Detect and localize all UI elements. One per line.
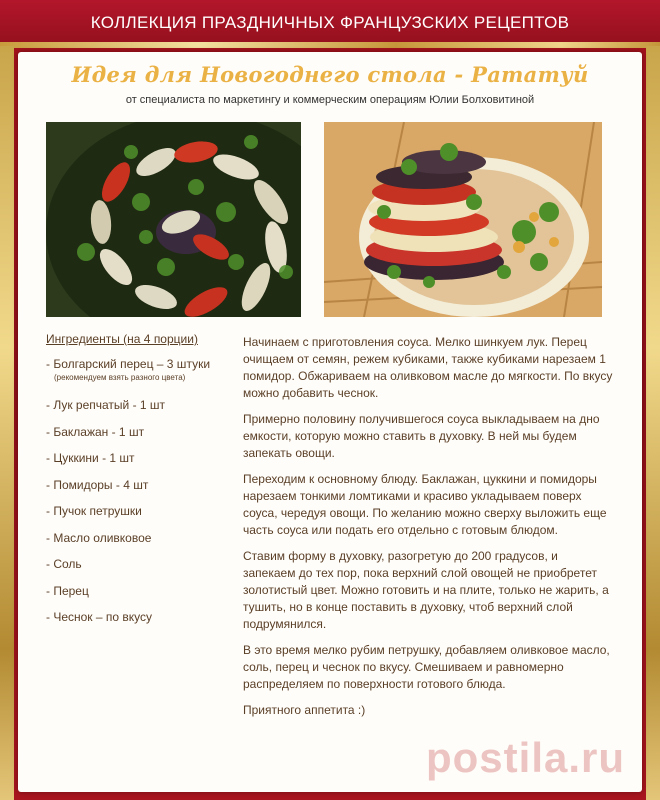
ingredient-item: - Лук репчатый - 1 шт xyxy=(46,398,166,412)
recipe-steps xyxy=(243,334,613,728)
ingredient-item: - Болгарский перец – 3 штуки xyxy=(46,357,211,371)
ingredients-list xyxy=(46,332,236,624)
postila-watermark: postila.ru xyxy=(426,734,626,781)
ingredient-item: - Баклажан - 1 шт xyxy=(46,425,145,439)
recipe-step: Начинаем с приготовления соуса. Мелко шинкуем лук. Перец очищаем от семян, режем кубиками, также кубиками нарезаем 1 помидор. Обжариваем на оливковом масле до мягкости. По вкусу можно добавить чеснок. xyxy=(243,335,613,400)
collection-banner xyxy=(0,0,660,46)
gold-trim-top xyxy=(0,42,660,48)
recipe-step: В это время мелко рубим петрушку, добавляем оливковое масло, соль, перец и чеснок по вкусу. Смешиваем и равномерно распределяем по поверхности готового блюда. xyxy=(243,643,610,691)
ingredient-note: (рекомендуем взять разного цвета) xyxy=(54,373,186,382)
ingredient-item: - Чеснок – по вкусу xyxy=(46,610,153,624)
ingredient-item: - Масло оливковое xyxy=(46,531,152,545)
ingredient-item: - Цуккини - 1 шт xyxy=(46,451,135,465)
recipe-title: Идея для Новогоднего стола - Рататуй xyxy=(71,62,589,87)
ingredient-item: - Соль xyxy=(46,557,82,571)
recipe-card xyxy=(18,52,642,792)
recipe-step: Переходим к основному блюду. Баклажан, цуккини и помидоры нарезаем тонкими ломтиками и красиво укладываем поверх соуса, чередуя овощи. По желанию можно сверху выложить еще часть соуса или подать его отдельно с готовым блюдом. xyxy=(243,472,607,537)
banner-text: КОЛЛЕКЦИЯ ПРАЗДНИЧНЫХ ФРАНЦУЗСКИХ РЕЦЕПТОВ xyxy=(90,13,570,32)
ingredient-item: - Пучок петрушки xyxy=(46,504,142,518)
recipe-step: Ставим форму в духовку, разогретую до 200 градусов, и запекаем до тех пор, пока верхний слой овощей не приобретет золотистый цвет. Можно готовить и на плите, только не жарить, а тушить, но в конце поставить в духовку, чтоб верхний слой подрумянился. xyxy=(243,549,609,631)
ingredient-item: - Помидоры - 4 шт xyxy=(46,478,149,492)
ingredients-heading: Ингредиенты (на 4 порции) xyxy=(46,332,198,346)
gold-trim-right xyxy=(646,46,660,800)
photo-raw-ratatouille xyxy=(46,122,301,317)
photo-baked-ratatouille xyxy=(324,122,602,317)
ingredient-item: - Перец xyxy=(46,584,89,598)
gold-trim-left xyxy=(0,46,14,800)
recipe-step: Примерно половину получившегося соуса выкладываем на дно емкости, которую можно ставить в духовку. В ней мы будем запекать овощи. xyxy=(243,412,600,460)
recipe-author: от специалиста по маркетингу и коммерческим операциям Юлии Болховитиной xyxy=(125,94,535,106)
recipe-step: Приятного аппетита :) xyxy=(243,703,366,717)
